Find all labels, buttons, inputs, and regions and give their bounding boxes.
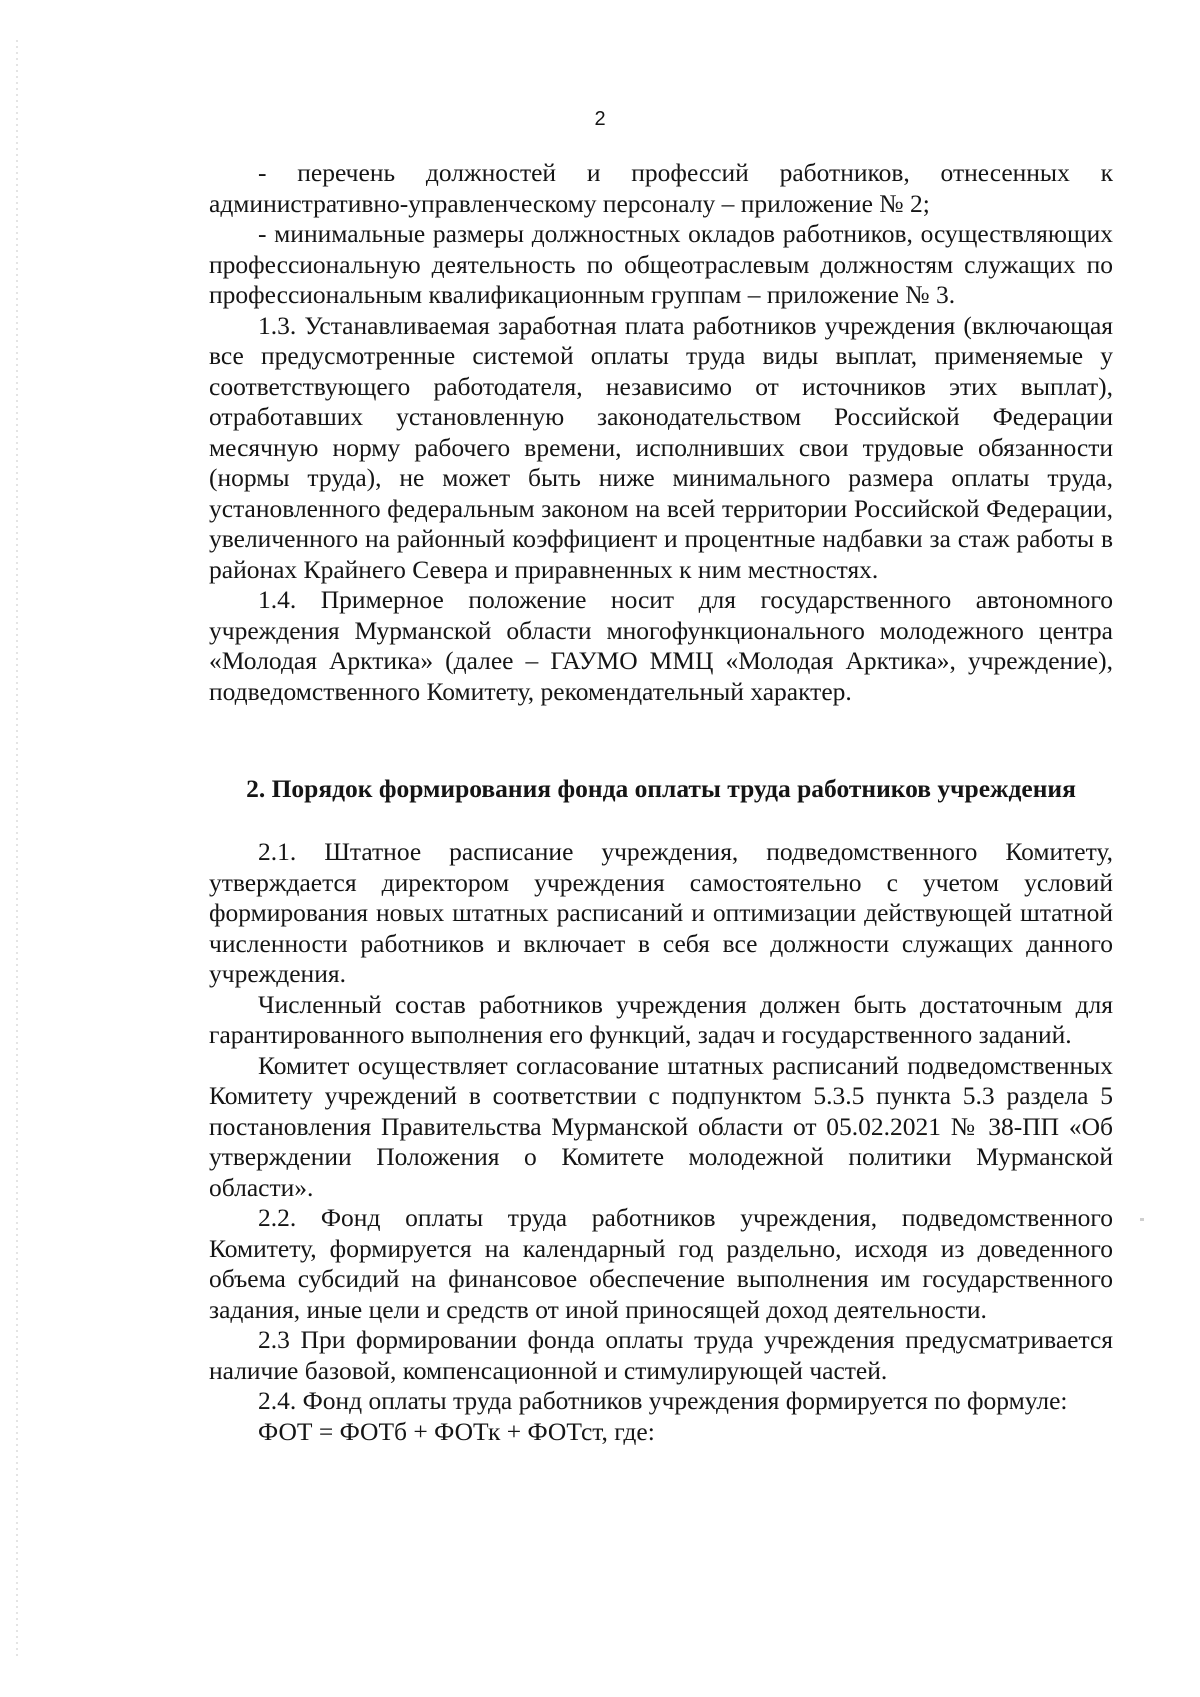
scan-dot-artifact (1140, 1218, 1144, 1221)
section-2-heading: 2. Порядок формирования фонда оплаты труда работников учреждения (246, 774, 1076, 803)
paragraph-list-item-appendix-2: - перечень должностей и профессий работников, отнесенных к административно-управленческому персоналу – приложение № 2; (209, 158, 1113, 218)
page-number: 2 (594, 108, 606, 130)
paragraph-2-3: 2.3 При формировании фонда оплаты труда учреждения предусматривается наличие базовой, компенсационной и стимулирующей частей. (209, 1325, 1113, 1385)
paragraph-1-3: 1.3. Устанавливаемая заработная плата работников учреждения (включающая все предусмотренные системой оплаты труда виды выплат, применяемые у соответствующего работодателя, независимо от источников этих выплат), отработавших установленную законодательством Российской Федерации месячную норму рабочего времени, исполнивших свои трудовые обязанности (нормы труда), не может быть ниже минимального размера оплаты труда, установленного федеральным законом на всей территории Российской Федерации, увеличенного на районный коэффициент и процентные надбавки за стаж работы в районах Крайнего Севера и приравненных к ним местностях. (209, 310, 1113, 584)
section-2-text-block (209, 837, 1113, 1447)
paragraph-2-4: 2.4. Фонд оплаты труда работников учреждения формируется по формуле: (258, 1386, 1068, 1415)
paragraph-2-2: 2.2. Фонд оплаты труда работников учреждения, подведомственного Комитету, формируется на календарный год раздельно, исходя из доведенного объема субсидий на финансовое обеспечение выполнения им государственного задания, иные цели и средств от иной приносящей доход деятельности. (209, 1203, 1113, 1324)
paragraph-list-item-appendix-3: - минимальные размеры должностных окладов работников, осуществляющих профессиональную деятельность по общеотраслевым должностям служащих по профессиональным квалификационным группам – приложение № 3. (209, 219, 1113, 309)
paragraph-committee-approval: Комитет осуществляет согласование штатных расписаний подведомственных Комитету учреждений в соответствии с подпунктом 5.3.5 пункта 5.3 раздела 5 постановления Правительства Мурманской области от 05.02.2021 № 38-ПП «Об утверждении Положения о Комитете молодежной политики Мурманской области». (209, 1050, 1113, 1202)
paragraph-2-1: 2.1. Штатное расписание учреждения, подведомственного Комитету, утверждается директором учреждения самостоятельно с учетом условий формирования новых штатных расписаний и оптимизации действующей штатной численности работников и включает в себя все должности служащих данного учреждения. (209, 837, 1113, 988)
paragraph-staff-composition: Численный состав работников учреждения должен быть достаточным для гарантированного выполнения его функций, задач и государственного заданий. (209, 989, 1113, 1049)
paragraph-1-4: 1.4. Примерное положение носит для государственного автономного учреждения Мурманской области многофункционального молодежного центра «Молодая Арктика» (далее – ГАУМО ММЦ «Молодая Арктика», учреждение), подведомственного Комитету, рекомендательный характер. (209, 585, 1113, 706)
formula-line: ФОТ = ФОТб + ФОТк + ФОТст, где: (258, 1416, 655, 1446)
scan-edge-artifact (16, 40, 18, 1660)
intro-text-block (209, 158, 1113, 707)
